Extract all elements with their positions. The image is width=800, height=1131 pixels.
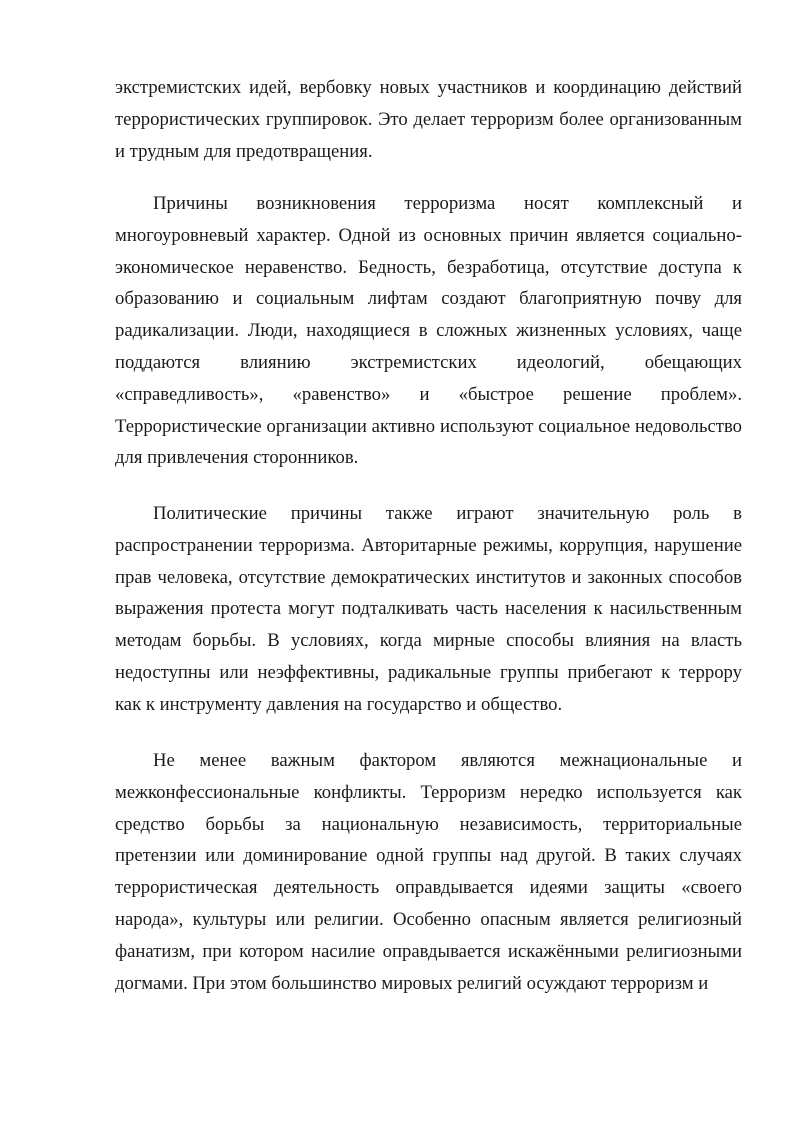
paragraph-causes: Причины возникновения терроризма носят комплексный и многоуровневый характер. Одной из основных причин является социально-экономическое неравенство. Бедность, безработица, отсутствие доступа к образованию и социальным лифтам создают благоприятную почву для радикализации. Люди, находящиеся в сложных жизненных условиях, чаще поддаются влиянию экстремистских идеологий, обещающих «справедливость», «равенство» и «быстрое решение проблем». Террористические организации активно используют социальное недовольство для привлечения сторонников.	[115, 193, 742, 469]
paragraph-ethnic-conflicts: Не менее важным фактором являются межнациональные и межконфессиональные конфликты. Терроризм нередко используется как средство борьбы за национальную независимость, территориальные претензии или доминирование одной группы над другой. В таких случаях террористическая деятельность оправдывается идеями защиты «своего народа», культуры или религии. Особенно опасным является религиозный фанатизм, при котором насилие оправдывается искажёнными религиозными догмами. При этом большинство мировых религий осуждают терроризм и	[115, 750, 742, 994]
paragraph-political-causes: Политические причины также играют значительную роль в распространении терроризма. Авторитарные режимы, коррупция, нарушение прав человека, отсутствие демократических институтов и законных способов выражения протеста могут подталкивать часть населения к насильственным методам борьбы. В условиях, когда мирные способы влияния на власть недоступны или неэффективны, радикальные группы прибегают к террору как к инструменту давления на государство и общество.	[115, 503, 742, 715]
paragraph-continuation: экстремистских идей, вербовку новых участников и координацию действий террористических группировок. Это делает терроризм более организованным и трудным для предотвращения.	[115, 77, 742, 162]
